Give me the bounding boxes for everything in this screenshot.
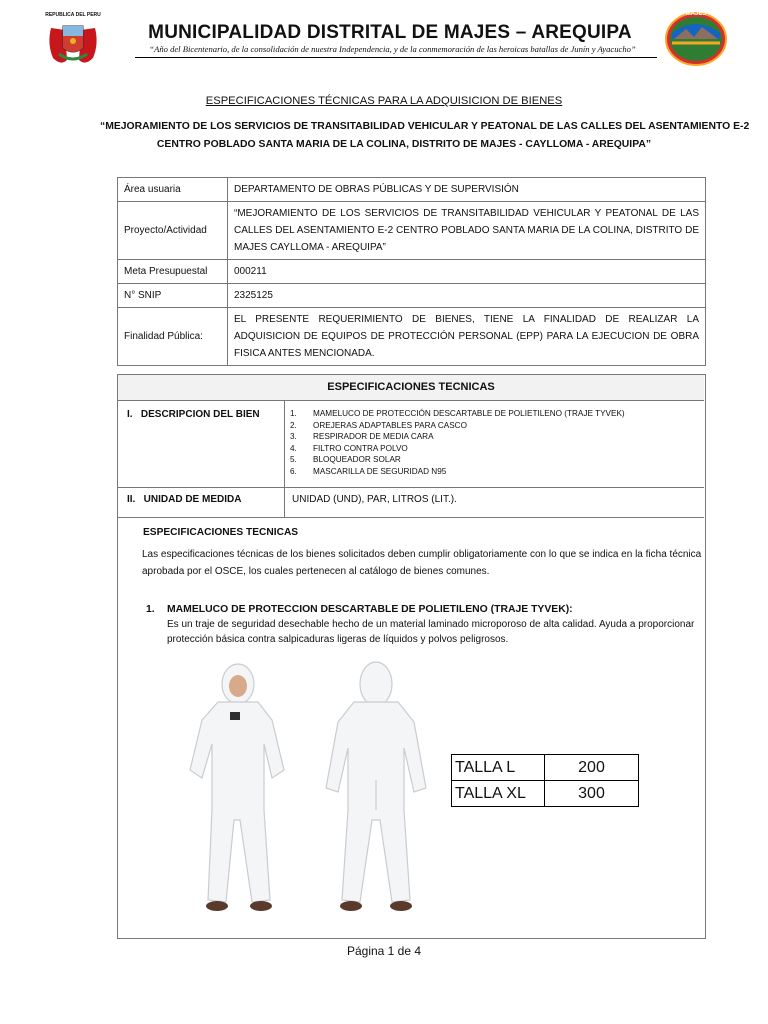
spec-heading: ESPECIFICACIONES TECNICAS bbox=[118, 375, 704, 401]
list-item bbox=[290, 431, 700, 443]
item-number: 2. bbox=[290, 420, 297, 430]
description-label: I. DESCRIPCION DEL BIEN bbox=[127, 409, 260, 420]
item1-number: 1. bbox=[146, 604, 155, 615]
list-item bbox=[290, 466, 700, 478]
majes-logo bbox=[664, 9, 728, 67]
unit-value: UNIDAD (UND), PAR, LITROS (LIT.). bbox=[292, 494, 457, 505]
municipality-title: MUNICIPALIDAD DISTRITAL DE MAJES – AREQUIPA bbox=[148, 22, 632, 43]
size-cell: TALLA XL bbox=[452, 781, 545, 807]
row-label: Proyecto/Actividad bbox=[118, 202, 228, 260]
size-quantity-table bbox=[451, 754, 639, 807]
year-motto: “Año del Bicentenario, de la consolidación de nuestra Independencia, y de la conmemoración de las heroicas batallas de Junín y Ayacucho” bbox=[149, 44, 636, 54]
quantity-cell: 300 bbox=[545, 781, 639, 807]
row-value: 000211 bbox=[228, 260, 706, 284]
item1-description: Es un traje de seguridad desechable hecho de un material laminado microporoso de alta calidad. Ayuda a proporcionar protección básica contra salpicaduras ligeras de líquidos y polvos peligrosos. bbox=[167, 619, 695, 645]
project-info-table bbox=[117, 177, 706, 366]
list-item bbox=[290, 454, 700, 466]
table-row bbox=[118, 308, 706, 366]
peru-seal-caption: REPUBLICA DEL PERU bbox=[45, 12, 101, 18]
project-title bbox=[100, 118, 750, 154]
item-text: BLOQUEADOR SOLAR bbox=[313, 455, 401, 464]
item-number: 3. bbox=[290, 432, 297, 441]
list-item bbox=[290, 443, 700, 455]
row-value: EL PRESENTE REQUERIMIENTO DE BIENES, TIENE LA FINALIDAD DE REALIZAR LA ADQUISICION DE EQUIPOS DE PROTECCIÓN PERSONAL (EPP) PARA LA EJECUCION DE OBRA FISICA ANTES MENCIONADA. bbox=[228, 308, 706, 366]
spec-paragraph: Las especificaciones técnicas de los bienes solicitados deben cumplir obligatoriamente con lo que se indica en la ficha técnica aprobada por el OSCE, los cuales pertenecen al catálogo de bienes comunes. bbox=[142, 549, 702, 577]
list-item bbox=[290, 420, 700, 432]
document-title: ESPECIFICACIONES TÉCNICAS PARA LA ADQUISICION DE BIENES bbox=[205, 95, 563, 107]
row-label: Meta Presupuestal bbox=[118, 260, 228, 284]
peru-seal-logo bbox=[45, 14, 101, 68]
row-label: N° SNIP bbox=[118, 284, 228, 308]
size-cell: TALLA L bbox=[452, 755, 545, 781]
item-number: 4. bbox=[290, 443, 297, 453]
row-divider bbox=[118, 517, 704, 518]
item-number: 1. bbox=[290, 409, 297, 418]
quantity-cell: 200 bbox=[545, 755, 639, 781]
table-row bbox=[118, 284, 706, 308]
item-text: FILTRO CONTRA POLVO bbox=[313, 443, 408, 453]
table-row bbox=[452, 781, 639, 807]
project-title-line1: “MEJORAMIENTO DE LOS SERVICIOS DE TRANSITABILIDAD VEHICULAR Y PEATONAL DE LAS CALLES DEL ASENTAMIENTO E-2 bbox=[100, 121, 750, 132]
page-number: Página 1 de 4 bbox=[346, 944, 422, 958]
item1-title: MAMELUCO DE PROTECCION DESCARTABLE DE POLIETILENO (TRAJE TYVEK): bbox=[167, 604, 573, 615]
project-title-line2: CENTRO POBLADO SANTA MARIA DE LA COLINA, DISTRITO DE MAJES - CAYLLOMA - AREQUIPA” bbox=[156, 139, 652, 150]
goods-list bbox=[290, 408, 700, 477]
item-text: MASCARILLA DE SEGURIDAD N95 bbox=[313, 466, 447, 476]
item-number: 6. bbox=[290, 466, 297, 476]
unit-label: II. UNIDAD DE MEDIDA bbox=[127, 494, 242, 505]
row-value: 2325125 bbox=[228, 284, 706, 308]
row-label: Área usuaria bbox=[118, 178, 228, 202]
item-text: MAMELUCO DE PROTECCIÓN DESCARTABLE DE POLIETILENO (TRAJE TYVEK) bbox=[313, 409, 625, 418]
item-text: OREJERAS ADAPTABLES PARA CASCO bbox=[313, 420, 467, 430]
item1-heading bbox=[146, 604, 573, 615]
item-number: 5. bbox=[290, 455, 297, 464]
list-item bbox=[290, 408, 700, 420]
row-divider bbox=[118, 487, 704, 488]
majes-logo-caption: MAJES bbox=[685, 11, 707, 17]
table-row bbox=[118, 202, 706, 260]
row-value: “MEJORAMIENTO DE LOS SERVICIOS DE TRANSITABILIDAD VEHICULAR Y PEATONAL DE LAS CALLES DEL ASENTAMIENTO E-2 CENTRO POBLADO SANTA MARIA DE LA COLINA, DISTRITO DE MAJES CAYLLOMA - AREQUIPA” bbox=[228, 202, 706, 260]
item-text: RESPIRADOR DE MEDIA CARA bbox=[313, 432, 434, 441]
row-value: DEPARTAMENTO DE OBRAS PÚBLICAS Y DE SUPERVISIÓN bbox=[228, 178, 706, 202]
protective-suit-image bbox=[172, 660, 442, 930]
table-row bbox=[118, 178, 706, 202]
table-row bbox=[452, 755, 639, 781]
column-divider bbox=[284, 401, 285, 517]
spec-subheading: ESPECIFICACIONES TECNICAS bbox=[143, 527, 299, 538]
row-label: Finalidad Pública: bbox=[118, 308, 228, 366]
header-rule bbox=[135, 57, 657, 58]
table-row bbox=[118, 260, 706, 284]
